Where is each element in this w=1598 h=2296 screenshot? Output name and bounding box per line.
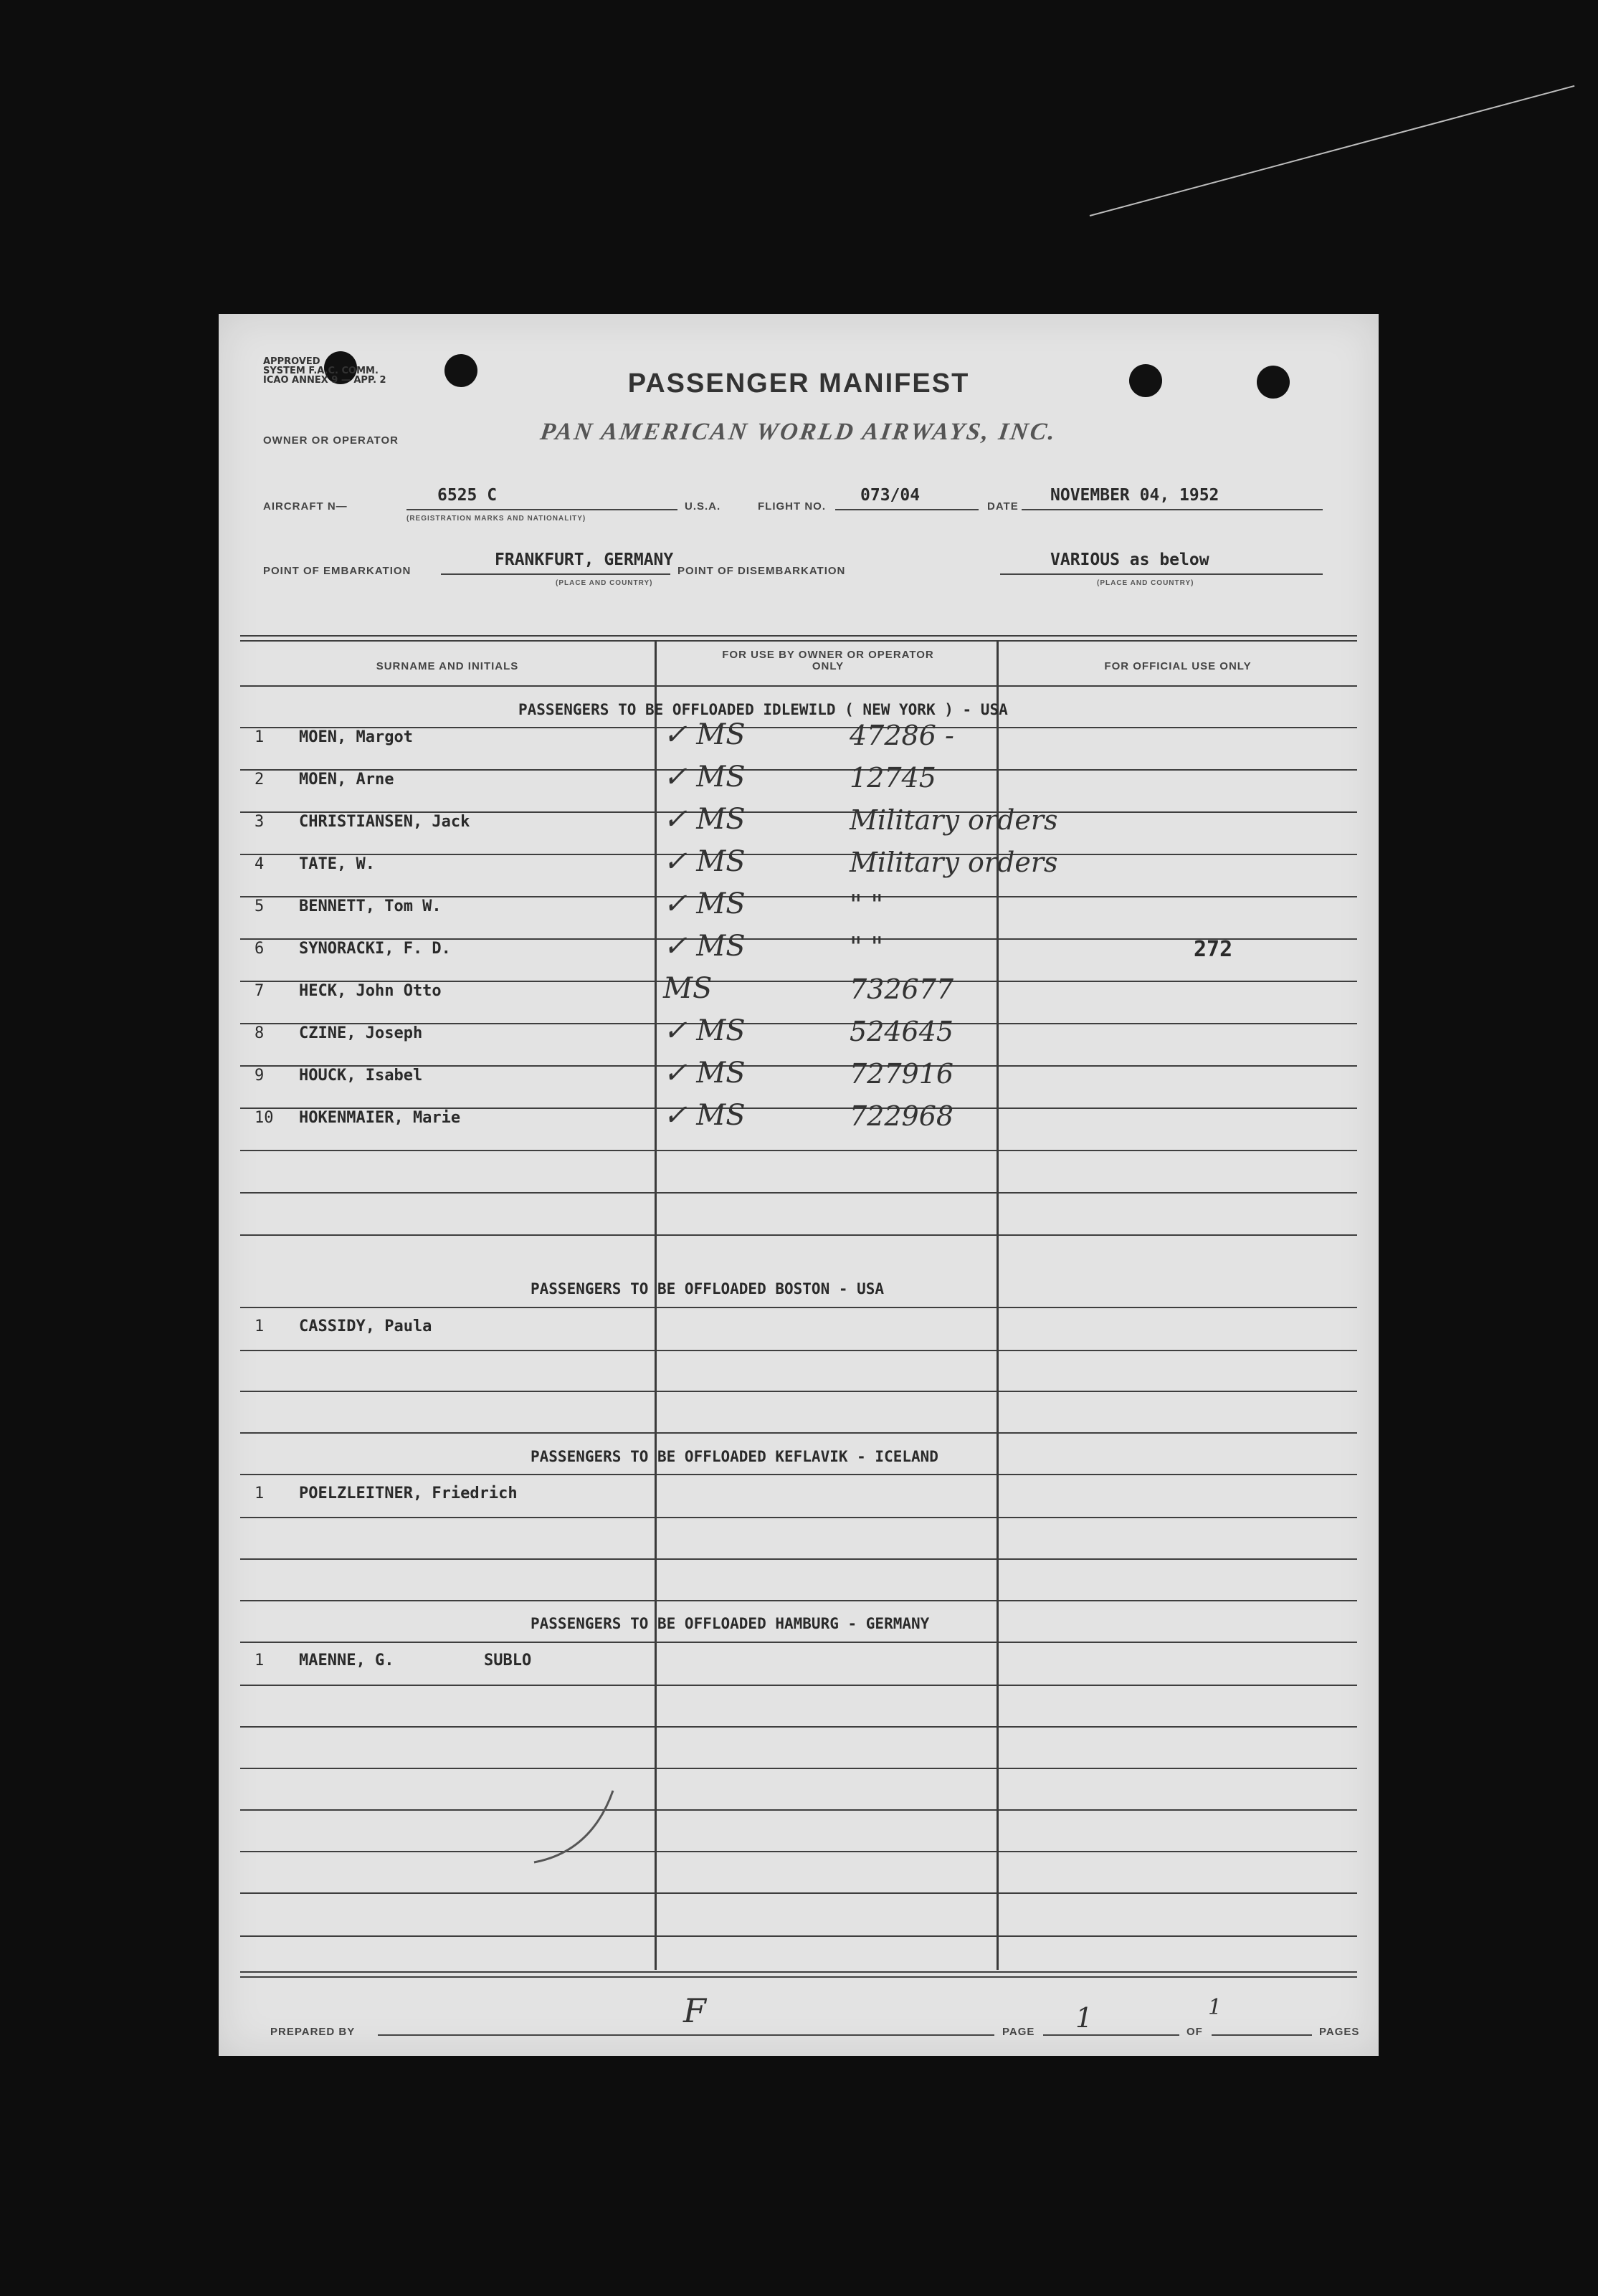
row-number: 2 xyxy=(255,771,265,789)
ruled-line xyxy=(240,1600,1357,1601)
aircraft-value: 6525 C xyxy=(437,486,498,505)
passenger-name: CHRISTIANSEN, Jack xyxy=(299,813,470,831)
ruled-line xyxy=(240,1642,1357,1643)
passenger-remark: SUBLO xyxy=(484,1652,532,1669)
ruled-line xyxy=(240,1809,1357,1811)
handwritten-check: ✓ MS xyxy=(663,930,746,963)
ruled-line xyxy=(240,1768,1357,1769)
handwritten-check: ✓ MS xyxy=(663,803,746,836)
handwritten-note: 524645 xyxy=(850,1016,954,1047)
page-title: PASSENGER MANIFEST xyxy=(627,368,970,399)
table-row xyxy=(219,845,1379,897)
handwritten-check: ✓ MS xyxy=(663,1014,746,1047)
handwritten-check: ✓ MS xyxy=(663,887,746,920)
section-heading-boston: PASSENGERS TO BE OFFLOADED BOSTON - USA xyxy=(531,1280,885,1297)
row-number: 7 xyxy=(255,982,265,1000)
handwritten-note: 732677 xyxy=(850,973,954,1005)
row-number: 6 xyxy=(255,940,265,958)
embark-hint: (PLACE AND COUNTRY) xyxy=(556,579,653,587)
row-number: 9 xyxy=(255,1067,265,1085)
table-top-rule xyxy=(240,635,1357,642)
table-row xyxy=(219,1014,1379,1066)
embark-label: POINT OF EMBARKATION xyxy=(263,565,412,577)
col-header-name: SURNAME AND INITIALS xyxy=(376,660,519,672)
handwritten-check: ✓ MS xyxy=(663,1099,746,1132)
owner-label: OWNER OR OPERATOR xyxy=(263,434,399,447)
handwritten-note: 47286 - xyxy=(850,720,954,751)
handwritten-check: ✓ MS xyxy=(663,761,746,794)
pages-label: PAGES xyxy=(1319,2026,1360,2038)
passenger-name: CASSIDY, Paula xyxy=(299,1318,432,1335)
row-number: 8 xyxy=(255,1024,265,1042)
row-number: 1 xyxy=(255,1318,265,1335)
passenger-name: TATE, W. xyxy=(299,855,375,873)
passenger-name: SYNORACKI, F. D. xyxy=(299,940,451,958)
row-number: 4 xyxy=(255,855,265,873)
row-number: 1 xyxy=(255,1652,265,1669)
approval-line: ICAO ANNEX 9 — APP. 2 xyxy=(263,375,386,386)
handwritten-note: Military orders xyxy=(850,804,1058,836)
row-number: 1 xyxy=(255,1485,265,1502)
manifest-sheet xyxy=(219,314,1379,2056)
flight-value: 073/04 xyxy=(860,486,921,505)
passenger-name: MOEN, Arne xyxy=(299,771,394,789)
country-label: U.S.A. xyxy=(685,500,721,513)
ruled-line xyxy=(240,1726,1357,1728)
ruled-line xyxy=(240,1192,1357,1194)
approval-line: SYSTEM F.A.C. COMM. xyxy=(263,366,379,376)
handwritten-check: ✓ MS xyxy=(663,1057,746,1090)
ruled-line xyxy=(240,1851,1357,1852)
disembark-hint: (PLACE AND COUNTRY) xyxy=(1097,579,1194,587)
registration-hint: (REGISTRATION MARKS AND NATIONALITY) xyxy=(406,515,586,523)
passenger-name: HOUCK, Isabel xyxy=(299,1067,423,1085)
handwritten-check: MS xyxy=(663,972,713,1005)
row-number: 3 xyxy=(255,813,265,831)
handwritten-note: 722968 xyxy=(850,1100,954,1132)
passenger-name: HECK, John Otto xyxy=(299,982,442,1000)
table-row xyxy=(219,887,1379,939)
row-number: 5 xyxy=(255,897,265,915)
col-header-official: FOR OFFICIAL USE ONLY xyxy=(1104,660,1252,672)
page-total: 1 xyxy=(1208,1995,1222,2020)
date-label: DATE xyxy=(987,500,1019,513)
section-heading-keflavik: PASSENGERS TO BE OFFLOADED KEFLAVIK - ICELAND xyxy=(531,1448,938,1465)
handwritten-note: " " xyxy=(850,931,884,963)
ruled-line xyxy=(240,1474,1357,1475)
prepared-label: PREPARED BY xyxy=(270,2026,356,2038)
passenger-name: BENNETT, Tom W. xyxy=(299,897,442,915)
table-row xyxy=(219,761,1379,812)
table-row xyxy=(219,1057,1379,1108)
embark-value: FRANKFURT, GERMANY xyxy=(495,551,674,569)
page-label: PAGE xyxy=(1002,2026,1035,2038)
flight-label: FLIGHT NO. xyxy=(758,500,826,513)
passenger-name: MOEN, Margot xyxy=(299,728,413,746)
passenger-name: CZINE, Joseph xyxy=(299,1024,423,1042)
table-row xyxy=(219,1485,1379,1526)
ruled-line xyxy=(240,1234,1357,1236)
airline-name: PAN AMERICAN WORLD AIRWAYS, INC. xyxy=(538,419,1059,445)
handwritten-note: " " xyxy=(850,889,884,920)
passenger-name: POELZLEITNER, Friedrich xyxy=(299,1485,518,1502)
aircraft-label: AIRCRAFT N— xyxy=(263,500,348,513)
ruled-line xyxy=(240,1391,1357,1392)
table-row xyxy=(219,718,1379,770)
passenger-name: MAENNE, G. xyxy=(299,1652,394,1669)
handwritten-note: 727916 xyxy=(850,1058,954,1090)
approval-line: APPROVED xyxy=(263,356,320,367)
handwritten-check: ✓ MS xyxy=(663,718,746,751)
table-bottom-rule xyxy=(240,1971,1357,1978)
row-number: 10 xyxy=(255,1109,274,1127)
section-heading-hamburg: PASSENGERS TO BE OFFLOADED HAMBURG - GERMANY xyxy=(531,1615,930,1632)
ruled-line xyxy=(240,1432,1357,1434)
section-heading-idlewild: PASSENGERS TO BE OFFLOADED IDLEWILD ( NEW YORK ) - USA xyxy=(518,701,1008,718)
of-label: OF xyxy=(1186,2026,1203,2038)
disembark-value: VARIOUS as below xyxy=(1050,551,1209,569)
passenger-name: HOKENMAIER, Marie xyxy=(299,1109,461,1127)
row-number: 1 xyxy=(255,728,265,746)
preparer-initial: F xyxy=(683,1991,706,2030)
col-header-owner: FOR USE BY OWNER OR OPERATOR ONLY xyxy=(722,649,934,672)
round-stamp-mark xyxy=(527,1783,627,1877)
official-mark: 272 xyxy=(1194,937,1233,962)
table-row xyxy=(219,972,1379,1024)
ruled-line xyxy=(240,1558,1357,1560)
table-row xyxy=(219,930,1379,981)
date-value: NOVEMBER 04, 1952 xyxy=(1050,486,1219,505)
disembark-label: POINT OF DISEMBARKATION xyxy=(677,565,846,577)
table-row xyxy=(219,803,1379,854)
page-number: 1 xyxy=(1075,2002,1093,2034)
handwritten-note: Military orders xyxy=(850,847,1058,878)
handwritten-note: 12745 xyxy=(850,762,936,794)
scan-artifact-wire xyxy=(1090,85,1575,216)
table-row xyxy=(219,1099,1379,1151)
ruled-line xyxy=(240,1892,1357,1894)
table-row xyxy=(219,1318,1379,1359)
ruled-line xyxy=(240,1935,1357,1937)
table-row xyxy=(219,1652,1379,1693)
handwritten-check: ✓ MS xyxy=(663,845,746,878)
ruled-line xyxy=(240,1307,1357,1308)
